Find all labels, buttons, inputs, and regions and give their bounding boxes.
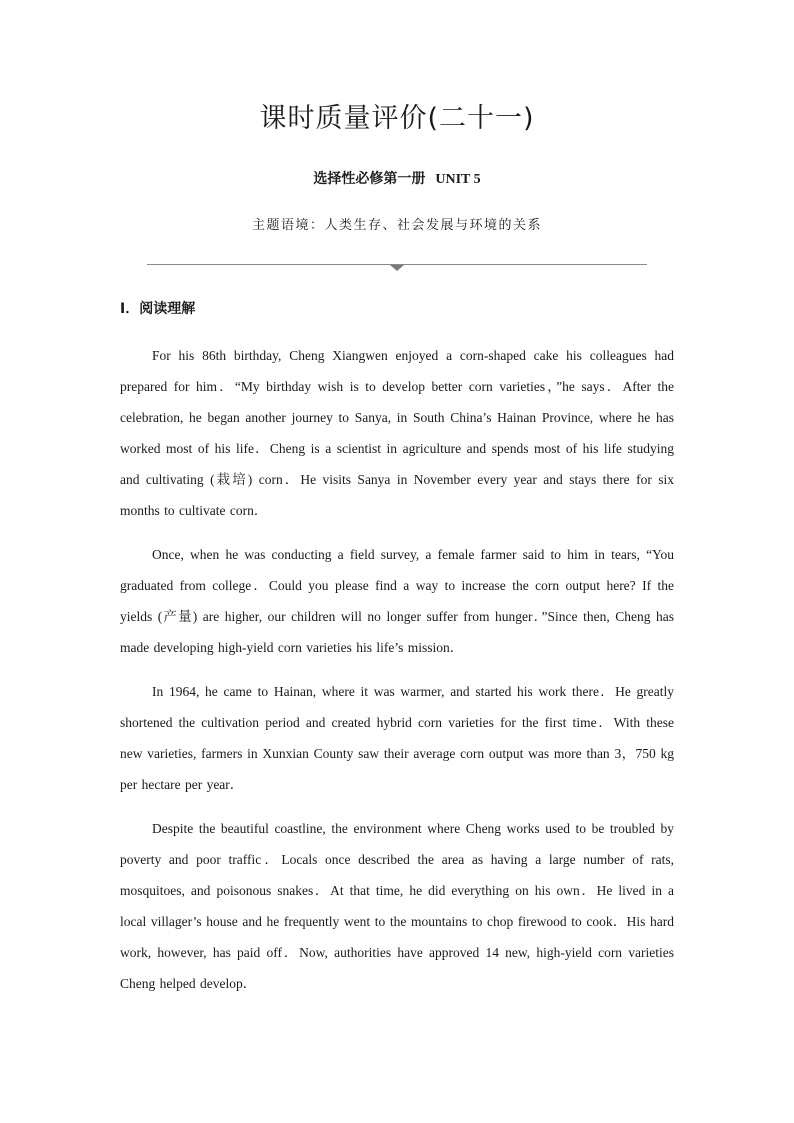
- course-name: 选择性必修第一册: [313, 171, 426, 187]
- passage-paragraph-4: Despite the beautiful coastline, the environment where Cheng works used to be troubled by poverty and poor traffic．Locals once described the area as having a large number of rats, mosquitoes, and poisonous snakes．At that time, he did everything on his own．He lived in a local villager’s house and he frequently went to the mountains to chop firewood to cook．His hard work, however, has paid off．Now, authorities have approved 14 new, high-yield corn varieties Cheng helped develop．: [120, 821, 674, 991]
- passage-paragraph-2: Once, when he was conducting a field survey, a female farmer said to him in tears, “You graduated from college．Could you please find a way to increase the corn output here? If the yields (产量) are higher, our children will no longer suffer from hunger．”Since then, Cheng has made developing high-yield corn varieties his life’s mission．: [120, 547, 674, 655]
- reading-passage: [120, 340, 674, 1012]
- passage-paragraph-3: In 1964, he came to Hainan, where it was warmer, and started his work there．He greatly shortened the cultivation period and created hybrid corn varieties for the first time．With these new varieties, farmers in Xunxian County saw their average corn output was more than 3，750 kg per hectare per year．: [120, 684, 674, 792]
- divider-triangle-icon: [390, 265, 404, 271]
- unit-label: UNIT 5: [435, 172, 481, 187]
- passage-paragraph-1: For his 86th birthday, Cheng Xiangwen enjoyed a corn-shaped cake his colleagues had prepared for him．“My birthday wish is to develop better corn varieties，”he says．After the celebration, he began another journey to Sanya, in South China’s Hainan Province, where he has worked most of his life．Cheng is a scientist in agriculture and spends most of his life studying and cultivating (栽培) corn．He visits Sanya in November every year and stays there for six months to cultivate corn．: [120, 348, 674, 518]
- course-subtitle: [0, 168, 794, 188]
- theme-context: 主题语境：人类生存、社会发展与环境的关系: [251, 218, 542, 233]
- page-title: 课时质量评价(二十一): [259, 103, 535, 134]
- section-heading: Ⅰ．阅读理解: [120, 301, 196, 317]
